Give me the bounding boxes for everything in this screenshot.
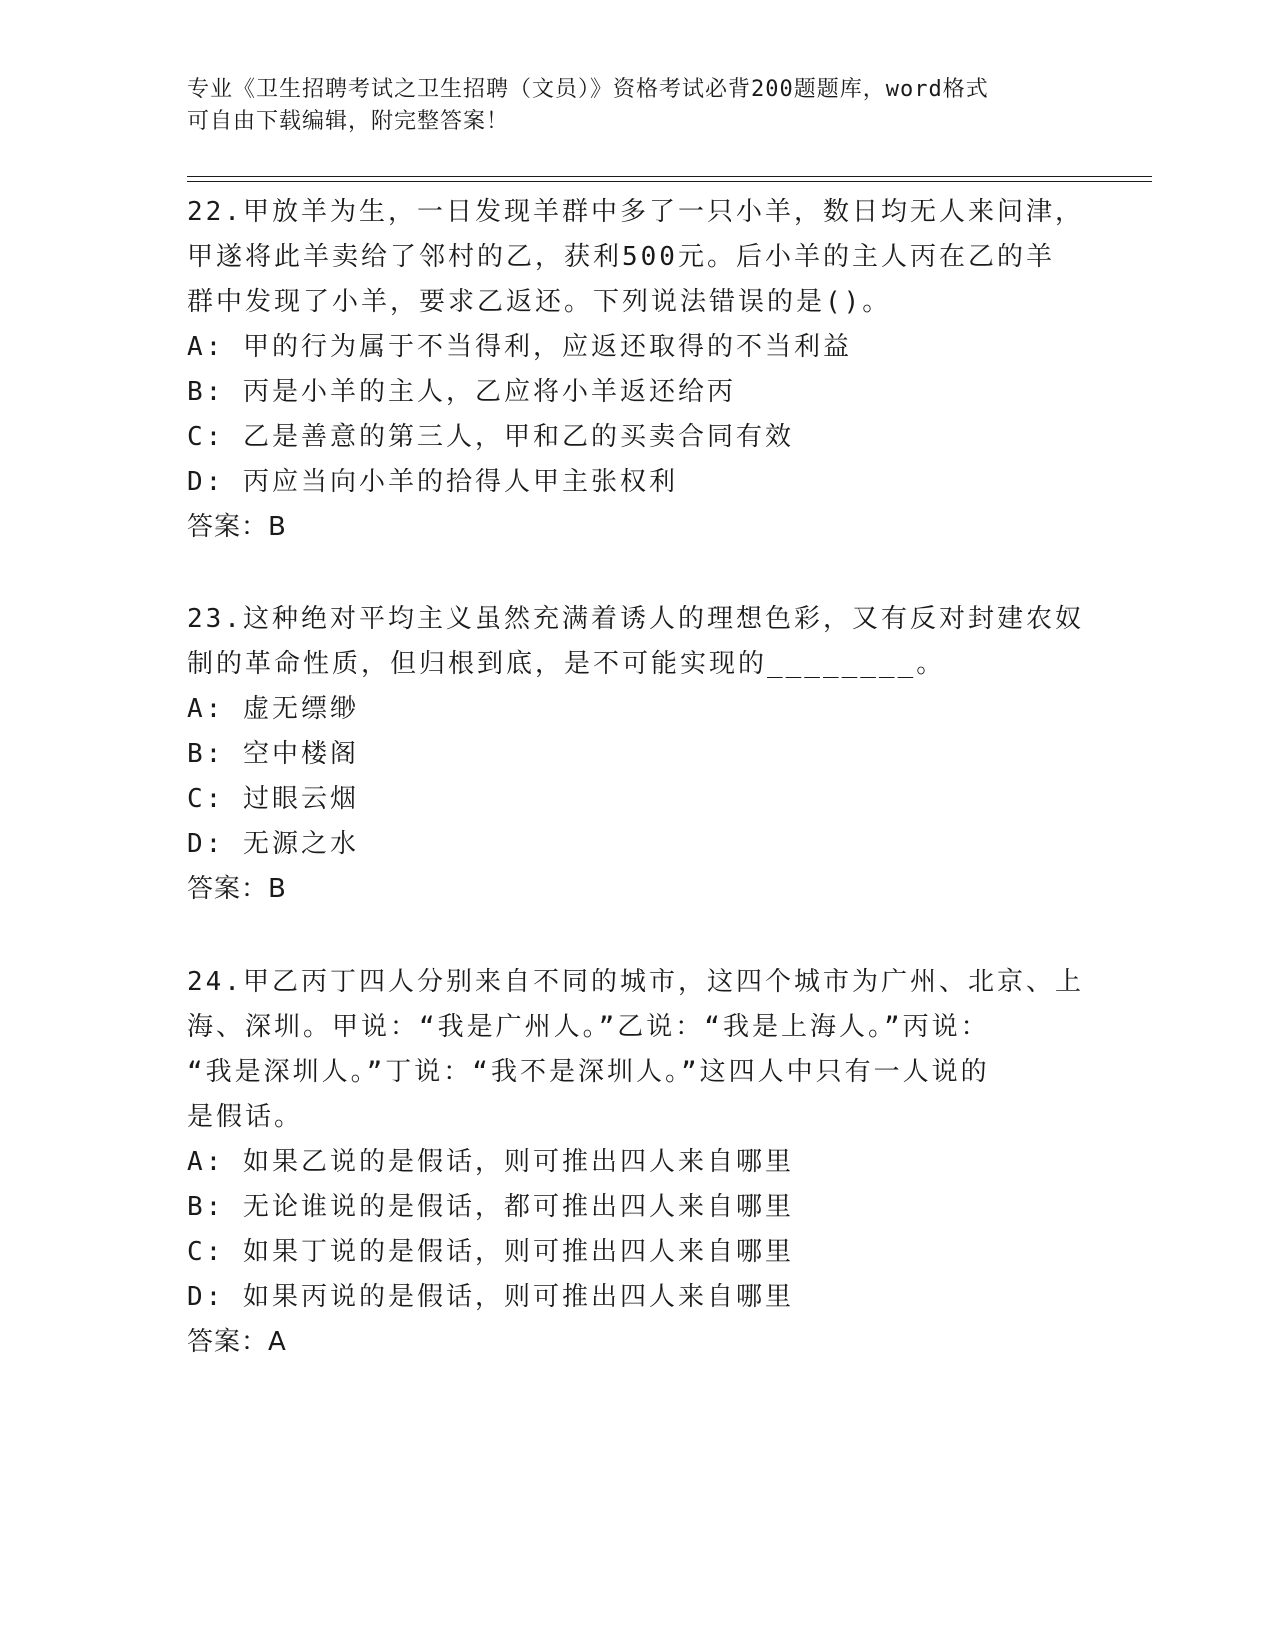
- question-text-line: 群中发现了小羊，要求乙返还。下列说法错误的是()。: [187, 287, 892, 317]
- header-line-1: 专业《卫生招聘考试之卫生招聘（文员）》资格考试必背200题题库，word格式: [187, 77, 989, 102]
- option-d: D: 无源之水: [187, 829, 359, 859]
- option-a: A: 如果乙说的是假话，则可推出四人来自哪里: [187, 1147, 794, 1177]
- header-line-2: 可自由下载编辑，附完整答案！: [187, 109, 510, 134]
- answer-label: 答案：B: [187, 874, 287, 904]
- option-a: A: 虚无缥缈: [187, 694, 359, 724]
- option-a: A: 甲的行为属于不当得利，应返还取得的不当利益: [187, 332, 852, 362]
- question-text-line: 制的革命性质，但归根到底，是不可能实现的________。: [187, 649, 946, 679]
- question-24: [187, 960, 1087, 1365]
- question-22: [187, 190, 1087, 550]
- question-text-line: 24.甲乙丙丁四人分别来自不同的城市，这四个城市为广州、北京、上: [187, 967, 1084, 997]
- header-divider-bottom: [187, 181, 1152, 182]
- option-c: C: 乙是善意的第三人，甲和乙的买卖合同有效: [187, 422, 794, 452]
- option-b: B: 无论谁说的是假话，都可推出四人来自哪里: [187, 1192, 794, 1222]
- option-d: D: 丙应当向小羊的拾得人甲主张权利: [187, 467, 678, 497]
- question-text-line: 海、深圳。甲说：“我是广州人。”乙说：“我是上海人。”丙说：: [187, 1012, 990, 1042]
- question-text-line: “我是深圳人。”丁说：“我不是深圳人。”这四人中只有一人说的: [187, 1057, 990, 1087]
- question-23: [187, 597, 1087, 912]
- header-divider-top: [187, 176, 1152, 177]
- question-text-line: 甲遂将此羊卖给了邻村的乙，获利500元。后小羊的主人丙在乙的羊: [187, 242, 1055, 272]
- option-c: C: 过眼云烟: [187, 784, 359, 814]
- document-header: [187, 74, 1067, 138]
- answer-label: 答案：B: [187, 512, 287, 542]
- question-text-line: 22.甲放羊为生，一日发现羊群中多了一只小羊，数日均无人来问津，: [187, 197, 1084, 227]
- option-b: B: 丙是小羊的主人，乙应将小羊返还给丙: [187, 377, 736, 407]
- answer-label: 答案：A: [187, 1327, 287, 1357]
- option-c: C: 如果丁说的是假话，则可推出四人来自哪里: [187, 1237, 794, 1267]
- option-d: D: 如果丙说的是假话，则可推出四人来自哪里: [187, 1282, 794, 1312]
- option-b: B: 空中楼阁: [187, 739, 359, 769]
- question-text-line: 是假话。: [187, 1102, 304, 1132]
- question-text-line: 23.这种绝对平均主义虽然充满着诱人的理想色彩，又有反对封建农奴: [187, 604, 1084, 634]
